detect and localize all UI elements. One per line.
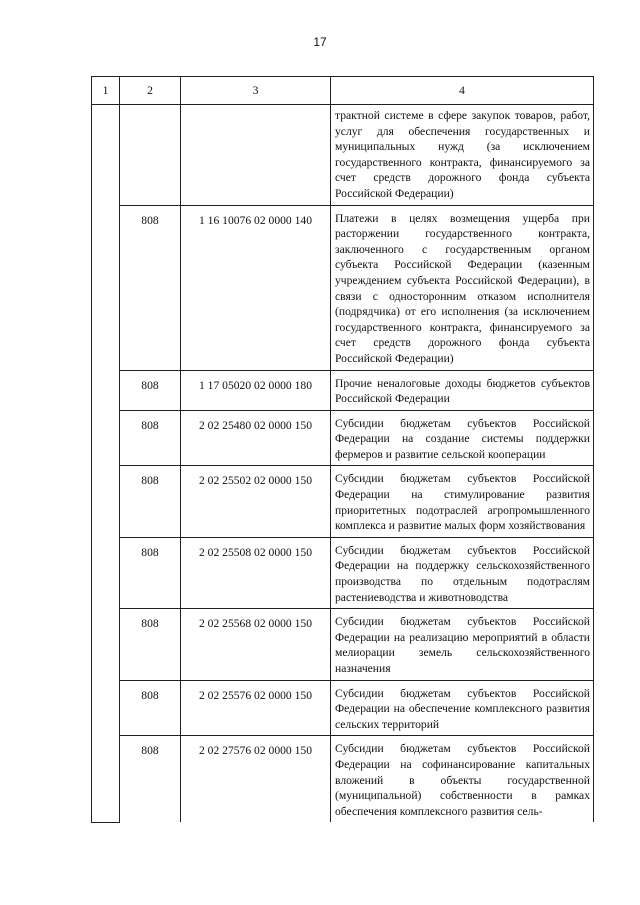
column-header-1: 1	[92, 77, 120, 105]
admin-code-cell: 808	[120, 609, 181, 680]
revenue-name-cell: Субсидии бюджетам субъектов Российской Федерации на создание системы поддержки фермеров и развитие сельской кооперации	[331, 410, 594, 466]
revenue-name-cell: Прочие неналоговые доходы бюджетов субъектов Российской Федерации	[331, 370, 594, 410]
budget-code-cell: 2 02 25576 02 0000 150	[181, 680, 331, 736]
table-row	[92, 736, 594, 822]
table-row	[92, 537, 594, 608]
budget-code-cell: 2 02 25502 02 0000 150	[181, 466, 331, 537]
admin-code-cell: 808	[120, 205, 181, 370]
table-row	[92, 105, 594, 206]
page-number: 17	[313, 35, 327, 49]
table-row	[92, 609, 594, 680]
admin-code-cell: 808	[120, 680, 181, 736]
revenue-name-cell: Субсидии бюджетам субъектов Российской Федерации на поддержку сельскохозяйственного производства по отдельным подотраслям растениеводства и животноводства	[331, 537, 594, 608]
revenue-codes-table	[91, 76, 594, 823]
budget-code-cell	[181, 105, 331, 206]
table-row	[92, 410, 594, 466]
budget-code-cell: 2 02 25508 02 0000 150	[181, 537, 331, 608]
budget-code-cell: 2 02 25568 02 0000 150	[181, 609, 331, 680]
table-row	[92, 466, 594, 537]
admin-code-cell	[120, 105, 181, 206]
table-row	[92, 370, 594, 410]
row-number-cell	[92, 105, 120, 823]
column-header-2: 2	[120, 77, 181, 105]
table-header-row	[92, 77, 594, 105]
revenue-name-cell: Субсидии бюджетам субъектов Российской Федерации на реализацию мероприятий в области мелиорации земель сельскохозяйственного назначения	[331, 609, 594, 680]
revenue-name-cell: Субсидии бюджетам субъектов Российской Федерации на стимулирование развития приоритетных подотраслей агропромышленного комплекса и развитие малых форм хозяйствования	[331, 466, 594, 537]
budget-code-cell: 1 16 10076 02 0000 140	[181, 205, 331, 370]
budget-code-cell: 2 02 25480 02 0000 150	[181, 410, 331, 466]
column-header-4: 4	[331, 77, 594, 105]
budget-code-cell: 2 02 27576 02 0000 150	[181, 736, 331, 822]
revenue-name-cell: Платежи в целях возмещения ущерба при расторжении государственного контракта, заключенного с государственным органом субъекта Российской Федерации (казенным учреждением субъекта Российской Федерации), в связи с односторонним отказом исполнителя (подрядчика) от его исполнения (за исключением государственного контракта, финансируемого за счет средств дорожного фонда субъекта Российской Федерации)	[331, 205, 594, 370]
admin-code-cell: 808	[120, 736, 181, 822]
revenue-name-cell: трактной системе в сфере закупок товаров, работ, услуг для обеспечения государственных и муниципальных нужд (за исключением государственного контракта, финансируемого за счет средств дорожного фонда субъекта Российской Федерации)	[331, 105, 594, 206]
budget-code-cell: 1 17 05020 02 0000 180	[181, 370, 331, 410]
admin-code-cell: 808	[120, 537, 181, 608]
table-row	[92, 680, 594, 736]
admin-code-cell: 808	[120, 370, 181, 410]
table-row	[92, 205, 594, 370]
column-header-3: 3	[181, 77, 331, 105]
admin-code-cell: 808	[120, 466, 181, 537]
revenue-name-cell: Субсидии бюджетам субъектов Российской Федерации на обеспечение комплексного развития сельских территорий	[331, 680, 594, 736]
revenue-name-cell: Субсидии бюджетам субъектов Российской Федерации на софинансирование капитальных вложений в объекты государственной (муниципальной) собственности в рамках обеспечения комплексного развития сель-	[331, 736, 594, 822]
admin-code-cell: 808	[120, 410, 181, 466]
